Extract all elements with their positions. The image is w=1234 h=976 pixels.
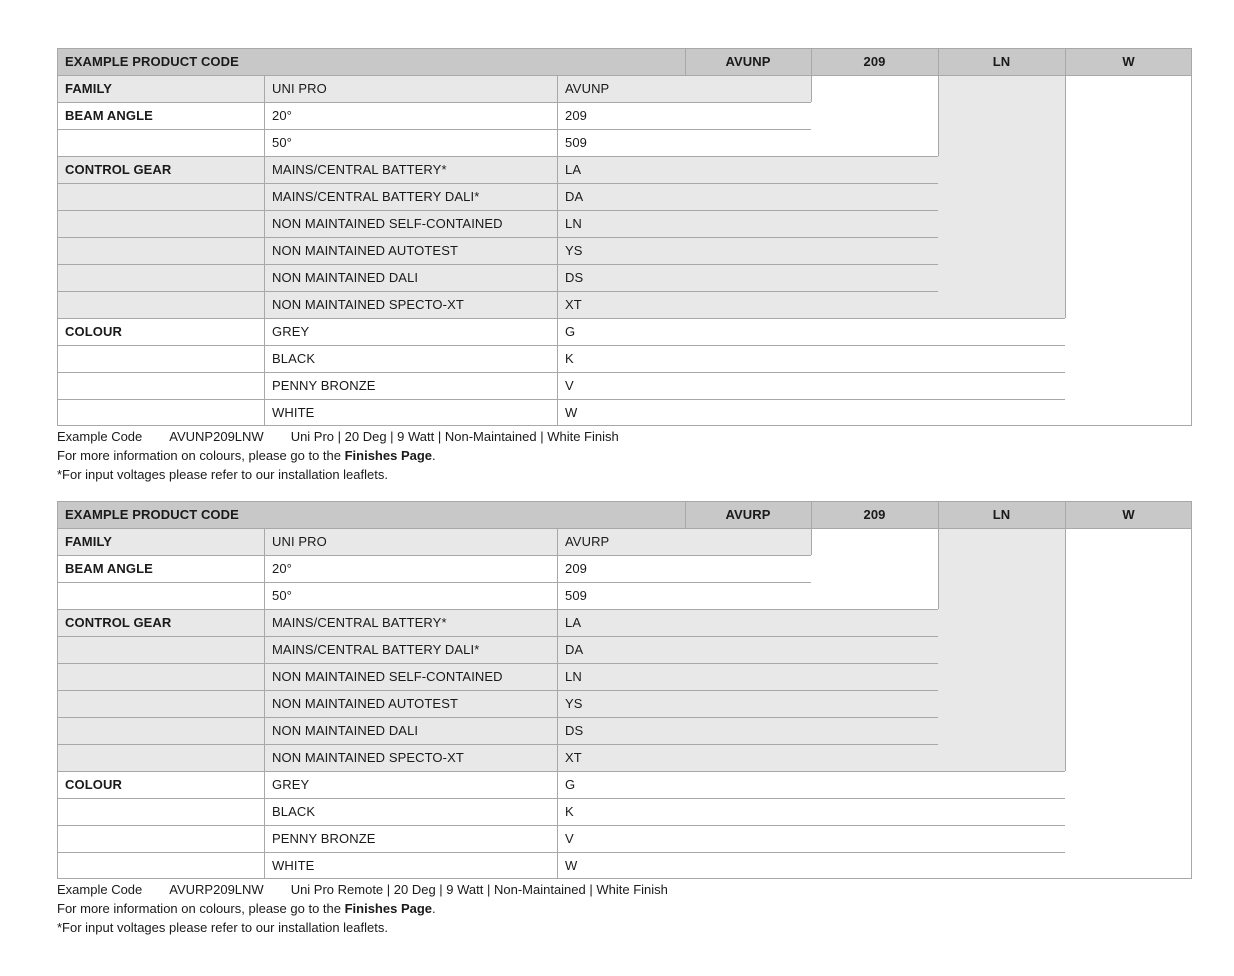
grid-line xyxy=(57,372,1065,373)
family-label: FAMILY xyxy=(57,528,264,555)
gear-code-column xyxy=(938,528,1065,609)
grid-line xyxy=(811,501,812,555)
beam-angle-option: 20° xyxy=(264,555,557,582)
finishes-page-link[interactable]: Finishes Page xyxy=(344,448,433,463)
colour-option: BLACK xyxy=(264,798,557,825)
grid-line xyxy=(57,75,1192,76)
grid-line xyxy=(57,663,938,664)
control-gear-option: NON MAINTAINED DALI xyxy=(272,723,419,738)
finishes-info-line xyxy=(57,899,1192,918)
family-code: AVUNP xyxy=(557,75,811,102)
grid-line xyxy=(1065,48,1066,318)
control-gear-label: CONTROL GEAR xyxy=(65,615,172,630)
control-gear-option: MAINS/CENTRAL BATTERY DALI* xyxy=(272,189,480,204)
example-code-value: AVURP209LNW xyxy=(169,882,264,897)
control-gear-code: XT xyxy=(565,750,582,765)
beam-angle-option: 50° xyxy=(264,129,557,156)
beam-angle-code: 209 xyxy=(557,555,811,582)
control-gear-code: YS xyxy=(565,243,583,258)
beam-angle-code: 509 xyxy=(557,582,811,609)
grid-line xyxy=(57,183,938,184)
grid-line xyxy=(811,48,812,102)
finishes-info-line xyxy=(57,446,1192,465)
beam-angle-label: BEAM ANGLE xyxy=(57,102,264,129)
control-gear-code: LA xyxy=(565,162,582,177)
colour-code: W xyxy=(557,399,1065,426)
beam-angle-option: 50° xyxy=(264,582,557,609)
product-code-block-1 xyxy=(57,48,1192,482)
grid-line xyxy=(57,156,938,157)
control-gear-option: NON MAINTAINED AUTOTEST xyxy=(272,243,459,258)
control-gear-option: MAINS/CENTRAL BATTERY* xyxy=(272,162,447,177)
grid-line xyxy=(685,48,686,75)
control-gear-option: NON MAINTAINED SELF-CONTAINED xyxy=(272,216,503,231)
grid-line xyxy=(1191,501,1192,879)
header-code-beam: 209 xyxy=(811,501,938,528)
control-gear-code: DA xyxy=(565,189,584,204)
colour-code: K xyxy=(557,798,1065,825)
control-gear-code: LA xyxy=(565,615,582,630)
grid-line xyxy=(57,210,938,211)
grid-line xyxy=(57,48,1192,49)
colour-code: K xyxy=(557,345,1065,372)
grid-line xyxy=(57,318,1065,319)
control-gear-code: DS xyxy=(565,723,584,738)
header-label: EXAMPLE PRODUCT CODE xyxy=(57,501,685,528)
beam-angle-option: 20° xyxy=(264,102,557,129)
header-code-gear: LN xyxy=(938,48,1065,75)
control-gear-option: MAINS/CENTRAL BATTERY* xyxy=(272,615,447,630)
colour-code: V xyxy=(557,825,1065,852)
product-code-table xyxy=(57,48,1192,426)
control-gear-option: NON MAINTAINED SELF-CONTAINED xyxy=(272,669,503,684)
beam-angle-code: 209 xyxy=(557,102,811,129)
grid-line xyxy=(938,48,939,156)
grid-line xyxy=(557,528,558,879)
grid-line xyxy=(557,75,558,426)
table-notes xyxy=(57,880,1192,937)
colour-option: PENNY BRONZE xyxy=(264,372,557,399)
grid-line xyxy=(57,425,1192,426)
grid-line xyxy=(57,717,938,718)
grid-line xyxy=(57,102,811,103)
grid-line xyxy=(57,582,811,583)
control-gear-code: DS xyxy=(565,270,584,285)
grid-line xyxy=(57,852,1065,853)
grid-line xyxy=(57,878,1192,879)
colour-option: GREY xyxy=(264,318,557,345)
header-code-family: AVURP xyxy=(685,501,811,528)
family-name: UNI PRO xyxy=(264,528,557,555)
example-code-value: AVUNP209LNW xyxy=(169,429,264,444)
example-code-label: Example Code xyxy=(57,882,143,897)
grid-line xyxy=(685,501,686,528)
grid-line xyxy=(1065,501,1066,771)
control-gear-option: NON MAINTAINED AUTOTEST xyxy=(272,696,459,711)
header-code-family: AVUNP xyxy=(685,48,811,75)
colour-code: G xyxy=(557,318,1065,345)
grid-line xyxy=(57,798,1065,799)
control-gear-code: YS xyxy=(565,696,583,711)
grid-line xyxy=(1191,48,1192,426)
control-gear-code: LN xyxy=(565,669,582,684)
colour-label: COLOUR xyxy=(57,771,264,798)
grid-line xyxy=(264,528,265,879)
control-gear-code: DA xyxy=(565,642,584,657)
voltage-note: *For input voltages please refer to our installation leaflets. xyxy=(57,920,388,935)
product-code-block-2 xyxy=(57,501,1192,935)
header-label: EXAMPLE PRODUCT CODE xyxy=(57,48,685,75)
grid-line xyxy=(57,690,938,691)
header-code-colour: W xyxy=(1065,501,1192,528)
finishes-page-link[interactable]: Finishes Page xyxy=(344,901,433,916)
example-code-line xyxy=(57,427,1192,446)
header-code-gear: LN xyxy=(938,501,1065,528)
grid-line xyxy=(57,636,938,637)
finishes-info-text: For more information on colours, please go to the xyxy=(57,901,345,916)
control-gear-label: CONTROL GEAR xyxy=(65,162,172,177)
colour-code: G xyxy=(557,771,1065,798)
table-notes xyxy=(57,427,1192,484)
voltage-note: *For input voltages please refer to our installation leaflets. xyxy=(57,467,388,482)
grid-line xyxy=(57,555,811,556)
colour-option: GREY xyxy=(264,771,557,798)
colour-code: V xyxy=(557,372,1065,399)
grid-line xyxy=(938,501,939,609)
finishes-info-text: For more information on colours, please go to the xyxy=(57,448,345,463)
example-code-description: Uni Pro Remote | 20 Deg | 9 Watt | Non-Maintained | White Finish xyxy=(290,882,668,897)
product-code-table xyxy=(57,501,1192,879)
example-code-label: Example Code xyxy=(57,429,143,444)
family-code: AVURP xyxy=(557,528,811,555)
grid-line xyxy=(57,744,938,745)
grid-line xyxy=(57,345,1065,346)
colour-code: W xyxy=(557,852,1065,879)
grid-line xyxy=(57,129,811,130)
grid-line xyxy=(57,528,1192,529)
colour-option: WHITE xyxy=(264,399,557,426)
family-label: FAMILY xyxy=(57,75,264,102)
control-gear-option: MAINS/CENTRAL BATTERY DALI* xyxy=(272,642,480,657)
control-gear-code: XT xyxy=(565,297,582,312)
control-gear-code: LN xyxy=(565,216,582,231)
gear-code-column xyxy=(938,75,1065,156)
grid-line xyxy=(57,501,1192,502)
finishes-info-end: . xyxy=(432,901,436,916)
example-code-description: Uni Pro | 20 Deg | 9 Watt | Non-Maintained | White Finish xyxy=(290,429,619,444)
colour-option: PENNY BRONZE xyxy=(264,825,557,852)
family-name: UNI PRO xyxy=(264,75,557,102)
finishes-info-end: . xyxy=(432,448,436,463)
grid-line xyxy=(57,291,938,292)
grid-line xyxy=(57,399,1065,400)
header-code-beam: 209 xyxy=(811,48,938,75)
beam-angle-label: BEAM ANGLE xyxy=(57,555,264,582)
header-code-colour: W xyxy=(1065,48,1192,75)
control-gear-option: NON MAINTAINED DALI xyxy=(272,270,419,285)
grid-line xyxy=(57,48,58,426)
control-gear-option: NON MAINTAINED SPECTO-XT xyxy=(272,750,464,765)
grid-line xyxy=(57,609,938,610)
colour-label: COLOUR xyxy=(57,318,264,345)
grid-line xyxy=(57,264,938,265)
grid-line xyxy=(57,771,1065,772)
colour-option: WHITE xyxy=(264,852,557,879)
control-gear-option: NON MAINTAINED SPECTO-XT xyxy=(272,297,464,312)
grid-line xyxy=(264,75,265,426)
example-code-line xyxy=(57,880,1192,899)
grid-line xyxy=(57,237,938,238)
colour-option: BLACK xyxy=(264,345,557,372)
grid-line xyxy=(57,501,58,879)
grid-line xyxy=(57,825,1065,826)
beam-angle-code: 509 xyxy=(557,129,811,156)
